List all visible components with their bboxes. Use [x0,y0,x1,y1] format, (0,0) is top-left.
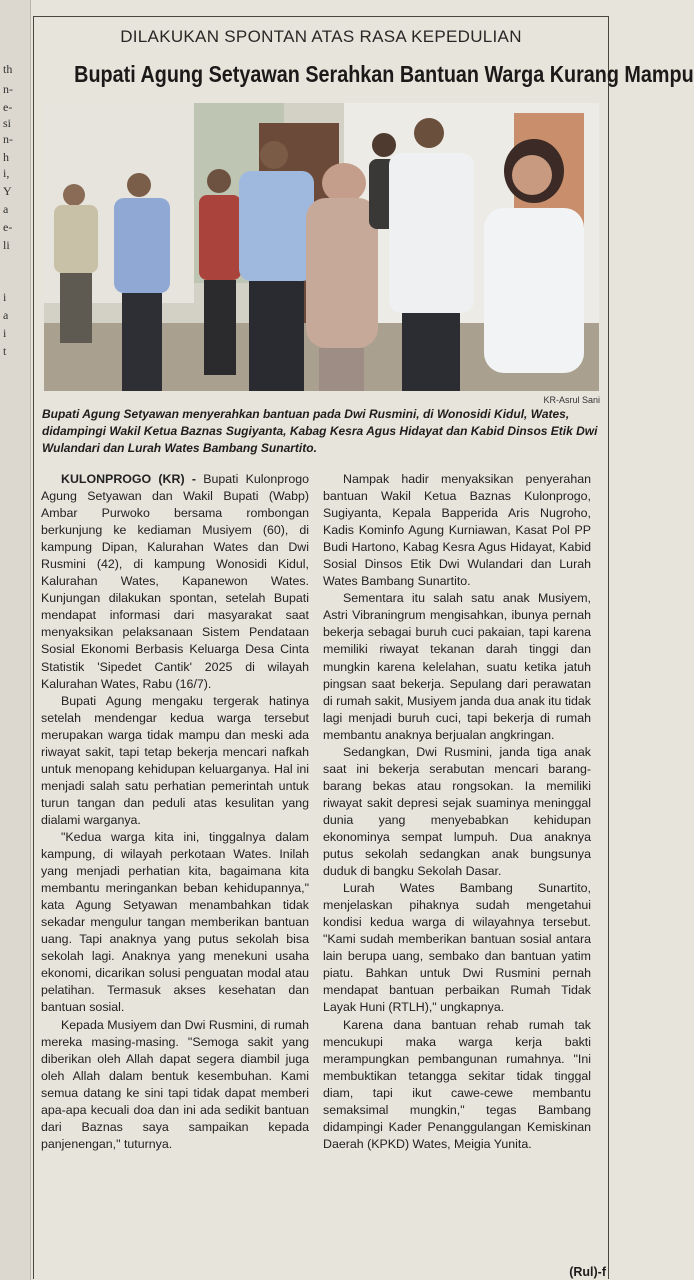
margin-fragment: e- [3,100,13,114]
paragraph: Kepada Musiyem dan Dwi Rusmini, di rumah mereka masing-masing. "Semoga sakit yang diberikan oleh Allah dapat segera diambil juga oleh Allah dalam bentuk kesembuhan. Kami semua datang ke sini tapi tidak dapat memberi apa-apa kecuali doa dan ini ada sedikit bantuan dari Baznas saya sampaikan kepada panjenengan," tuturnya. [41,1017,309,1151]
paragraph: Karena dana bantuan rehab rumah tak mencukupi maka warga kerja bakti merampungkan pembangunan rumahnya. "Ini membuktikan tetangga sekitar tidak tinggal diam, tapi ikut cawe-cewe membantu semaksimal mungkin," tegas Bambang didampingi Kader Penanggulangan Kemiskinan Daerah (KPKD) Wates, Meigia Yunita. [323,1017,591,1151]
margin-fragment: i, [3,166,10,180]
paragraph: Lurah Wates Bambang Sunartito, menjelaskan pihaknya sudah mengetahui kondisi kedua warga di wilayahnya tersebut. "Kami sudah memberikan bantuan sosial antara lain berupa uang, sembako dan bantuan yatim piatu. Bahkan untuk Dwi Rusmini pernah mendapat bantuan perbaikan Rumah Tidak Layak Huni (RTLH)," ungkapnya. [323,881,591,1015]
margin-fragment: Y [3,184,12,198]
margin-fragment: a [3,202,9,216]
margin-fragment: a [3,308,9,322]
news-article [33,16,694,1279]
news-photo [44,103,599,391]
paragraph: Sementara itu salah satu anak Musiyem, Astri Vibraningrum mengisahkan, ibunya pernah bekerja sebagai buruh cuci pakaian, tapi karena memiliki riwayat tekanan darah tinggi dan mungkin karena kelelahan, suatu ketika jatuh pingsan saat bekerja. Sepulang dari perawatan di rumah sakit, Musiyem janda dua anak itu tidak lagi menjadi buruh cuci, tapi bekerja di rumah membantu anaknya berjualan angkringan. [323,591,591,742]
margin-fragment: li [3,238,10,252]
text-column-right [323,471,591,1153]
margin-fragment: i [3,290,7,304]
paragraph-body: Bupati Kulonprogo Agung Setyawan dan Wakil Bupati (Wabp) Ambar Purwoko bersama rombongan berkunjung ke kediaman Musiyem (60), di kampung Dipan, Kalurahan Wates dan Dwi Rusmini (42), di kampung Wonosidi Kidul, Kalurahan Wates, Kapanewon Wates. Kunjungan dilakukan spontan, setelah Bupati mendapat informasi dari masyarakat saat menyaksikan pelaksanaan Sistem Pendataan Sosial Ekonomi Berbasis Keluarga Desa Cinta Statistik 'Sipedet Cantik' 2025 di wilayah Kalurahan Wates, Rabu (16/7). [41,472,309,691]
paragraph: "Kedua warga kita ini, tinggalnya dalam kampung, di wilayah perkotaan Wates. Inilah yang menjadi perhatian kita, bagaimana kita membantu meringankan beban kehidupannya," kata Agung Setyawan menambahkan tidak sekadar mengulur tangan memberikan bantuan uang. Tapi anaknya yang putus sekolah bisa sekolah lagi. Anaknya yang menekuni usaha ekonomi, dicarikan solusi penguatan modal atau pelatihan. Termasuk akses kesehatan dan bantuan sosial. [41,829,309,1015]
author-signature: (Rul)-f [569,1265,606,1279]
paragraph [41,471,309,693]
margin-fragment: th [3,62,13,76]
dateline: KULONPROGO (KR) - [61,472,196,486]
margin-fragment: n- [3,82,13,96]
article-headline: Bupati Agung Setyawan Serahkan Bantuan Warga Kurang Mampu [74,61,694,87]
margin-fragment: i [3,326,7,340]
margin-fragment: h [3,150,9,164]
photo-caption: Bupati Agung Setyawan menyerahkan bantuan pada Dwi Rusmini, di Wonosidi Kidul, Wates, didampingi Wakil Ketua Baznas Sugiyanta, Kabag Kesra Agus Hidayat dan Kabid Dinsos Etik Dwi Wulandari dan Lurah Wates Bambang Sunartito. [42,407,598,455]
margin-fragment: n- [3,132,13,146]
margin-fragment: si [3,116,12,130]
paragraph: Sedangkan, Dwi Rusmini, janda tiga anak saat ini bekerja serabutan mencari barang-barang bekas atau rongsokan. Ia memiliki riwayat sakit depresi sejak suaminya meninggal dunia yang menyebabkan kehidupan ekonominya sempat lumpuh. Dua anaknya putus sekolah sedangkan anak bungsunya duduk di bangku Sekolah Dasar. [323,744,591,879]
article-kicker: DILAKUKAN SPONTAN ATAS RASA KEPEDULIAN [120,27,522,46]
photo-credit: KR-Asrul Sani [543,395,600,405]
margin-fragment: t [3,344,7,358]
adjacent-article-strip [0,0,31,1280]
photo-illustration [44,103,599,391]
paragraph: Nampak hadir menyaksikan penyerahan bantuan Wakil Ketua Baznas Kulonprogo, Sugiyanta, Kepala Bapperida Aris Nugroho, Kadis Kominfo Agung Kurniawan, Kasat Pol PP Budi Hartono, Kabag Kesra Agus Hidayat, Kabid Sosial Dinsos Etik Dwi Wulandari dan Lurah Wates Bambang Sunartito. [323,472,591,589]
margin-fragment: e- [3,220,13,234]
text-column-left [41,471,309,1153]
paragraph: Bupati Agung mengaku tergerak hatinya setelah mendengar kedua warga tersebut merupakan warga tidak mampu dan meski ada riwayat sakit, tapi tetap bekerja mencari nafkah untuk menopang kehidupan keluarganya. Hal ini menjadi salah satu perhatian pemerintah untuk turun tangan dan peduli atas kesulitan yang dialami warganya. [41,693,309,827]
